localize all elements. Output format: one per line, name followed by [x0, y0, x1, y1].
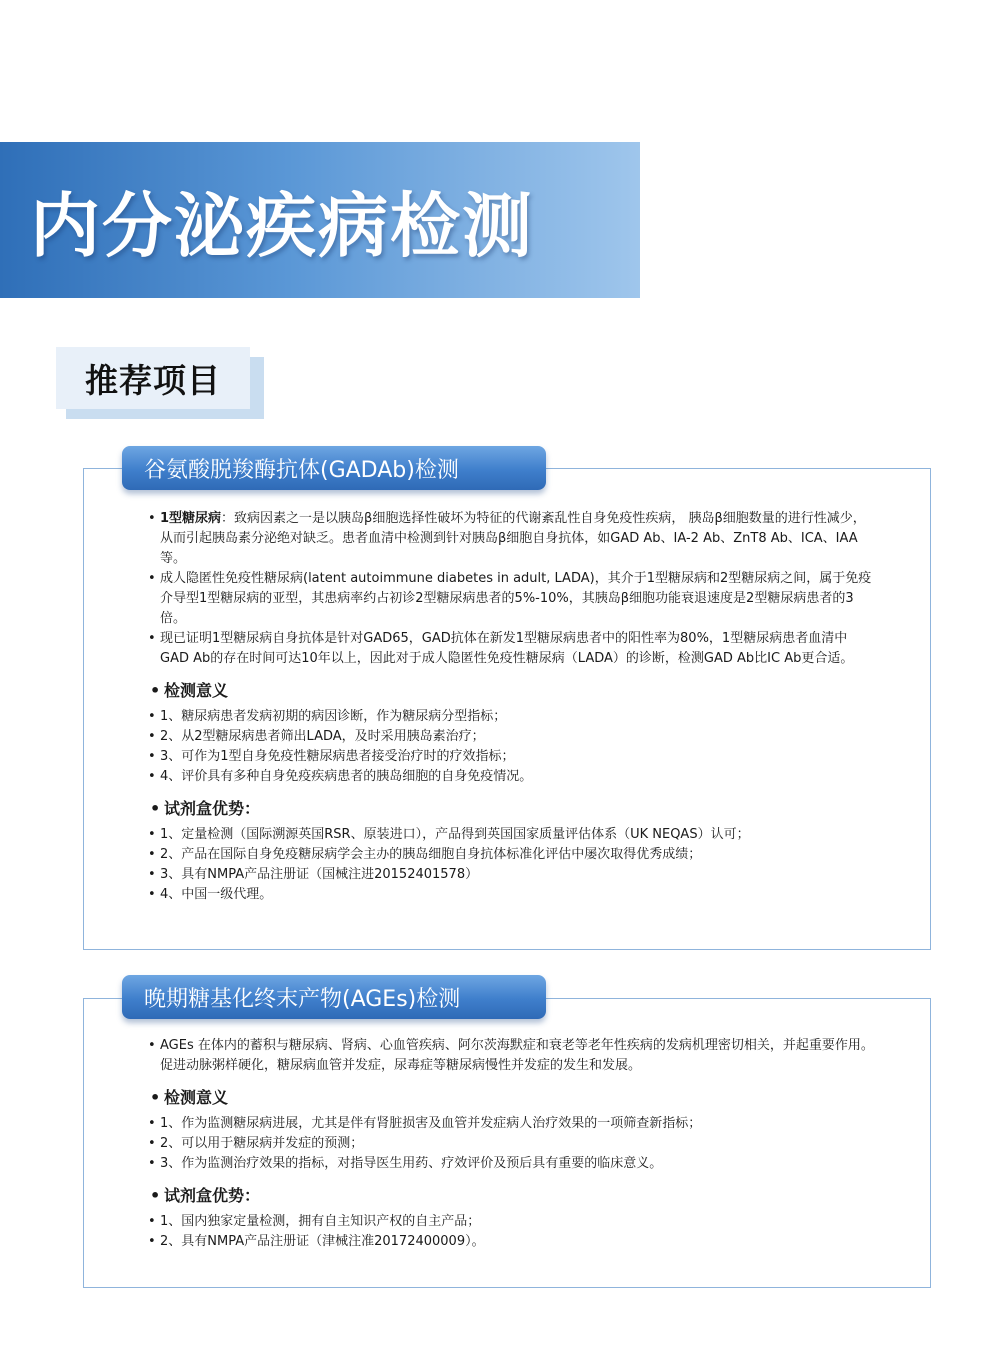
- intro-bold-term: 1型糖尿病: [160, 511, 222, 526]
- gadab-advantage-item: • 1、定量检测（国际溯源英国RSR、原装进口），产品得到英国国家质量评估体系（UK NEQAS）认可；: [148, 825, 876, 845]
- intro-text: AGEs 在体内的蓄积与糖尿病、肾病、心血管疾病、阿尔茨海默症和衰老等老年性疾病的发病机理密切相关，并起重要作用。促进动脉粥样硬化，糖尿病血管并发症，尿毒症等糖尿病慢性并发症的发生和发展。: [160, 1038, 874, 1073]
- ages-advantage-item: • 1、国内独家定量检测，拥有自主知识产权的自主产品；: [148, 1212, 876, 1232]
- gadab-advantage-heading: • 试剂盒优势：: [148, 797, 876, 821]
- gadab-significance-item: • 4、评价具有多种自身免疫疾病患者的胰岛细胞的自身免疫情况。: [148, 767, 876, 787]
- ages-tab-title: 晚期糖基化终末产物(AGEs)检测: [144, 986, 461, 1012]
- recommend-box: [56, 347, 250, 409]
- ages-significance-item: • 2、可以用于糖尿病并发症的预测；: [148, 1134, 876, 1154]
- gadab-significance-heading: • 检测意义: [148, 679, 876, 703]
- ages-advantage-heading: • 试剂盒优势：: [148, 1184, 876, 1208]
- ages-significance-item: • 1、作为监测糖尿病进展，尤其是伴有肾脏损害及血管并发症病人治疗效果的一项筛查新指标；: [148, 1114, 876, 1134]
- gadab-advantage-item: • 2、产品在国际自身免疫糖尿病学会主办的胰岛细胞自身抗体标准化评估中屡次取得优秀成绩；: [148, 845, 876, 865]
- gadab-intro-item: [148, 629, 876, 669]
- gadab-advantage-item: • 4、中国一级代理。: [148, 885, 876, 905]
- ages-significance-item: • 3、作为监测治疗效果的指标，对指导医生用药、疗效评价及预后具有重要的临床意义。: [148, 1154, 876, 1174]
- recommend-label: 推荐项目: [85, 360, 221, 400]
- gadab-tab-title: 谷氨酸脱羧酶抗体(GADAb)检测: [144, 457, 459, 483]
- intro-text: ：致病因素之一是以胰岛β细胞选择性破坏为特征的代谢紊乱性自身免疫性疾病， 胰岛β细胞数量的进行性减少，从而引起胰岛素分泌绝对缺乏。患者血清中检测到针对胰岛β细胞自身抗体，如GAD Ab、IA-2 Ab、ZnT8 Ab、ICA、IAA等。: [160, 511, 866, 566]
- gadab-significance-item: • 3、可作为1型自身免疫性糖尿病患者接受治疗时的疗效指标；: [148, 747, 876, 767]
- ages-content: [148, 1036, 876, 1252]
- gadab-intro-item: [148, 509, 876, 569]
- gadab-significance-item: • 2、从2型糖尿病患者筛出LADA，及时采用胰岛素治疗；: [148, 727, 876, 747]
- gadab-content: [148, 509, 876, 905]
- page-title: 内分泌疾病检测: [30, 185, 534, 267]
- intro-text: 成人隐匿性免疫性糖尿病(latent autoimmune diabetes in adult, LADA)，其介于1型糖尿病和2型糖尿病之间，属于免疫介导型1型糖尿病的亚型，其患病率约占初诊2型糖尿病患者的5%-10%，其胰岛β细胞功能衰退速度是2型糖尿病患者的3倍。: [160, 571, 872, 626]
- gadab-advantage-item: • 3、具有NMPA产品注册证（国械注进20152401578）: [148, 865, 876, 885]
- ages-significance-heading: • 检测意义: [148, 1086, 876, 1110]
- ages-intro-item: [148, 1036, 876, 1076]
- intro-text: 现已证明1型糖尿病自身抗体是针对GAD65，GAD抗体在新发1型糖尿病患者中的阳性率为80%，1型糖尿病患者血清中GAD Ab的存在时间可达10年以上，因此对于成人隐匿性免疫性糖尿病（LADA）的诊断，检测GAD Ab比IC Ab更合适。: [160, 631, 854, 666]
- title-banner: [0, 142, 640, 298]
- ages-tab: [122, 975, 546, 1019]
- ages-advantage-item: • 2、具有NMPA产品注册证（津械注准20172400009）。: [148, 1232, 876, 1252]
- gadab-tab: [122, 446, 546, 490]
- gadab-intro-item: [148, 569, 876, 629]
- gadab-significance-item: • 1、糖尿病患者发病初期的病因诊断，作为糖尿病分型指标；: [148, 707, 876, 727]
